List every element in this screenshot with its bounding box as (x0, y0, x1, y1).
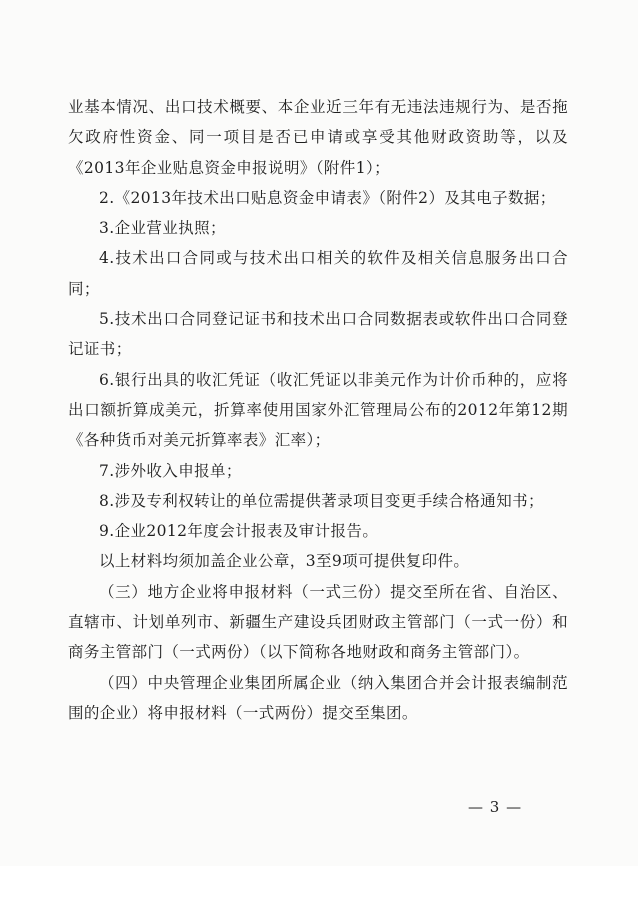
section-3-local-enterprises: （三）地方企业将申报材料（一式三份）提交至所在省、自治区、直辖市、计划单列市、新疆生产建设兵团财政主管部门（一式一份）和商务主管部门（一式两份）（以下简称各地财政和商务主管部门）。 (68, 582, 568, 662)
list-item-7: 7.涉外收入申报单； (99, 461, 242, 480)
materials-note: 以上材料均须加盖企业公章，3至9项可提供复印件。 (99, 552, 470, 571)
section-4-central-enterprises: （四）中央管理企业集团所属企业（纳入集团合并会计报表编制范围的企业）将申报材料（一式两份）提交至集团。 (68, 673, 568, 722)
list-item-5: 5.技术出口合同登记证书和技术出口合同数据表或软件出口合同登记证书； (68, 310, 568, 359)
list-item-6: 6.银行出具的收汇凭证（收汇凭证以非美元作为计价币种的，应将出口额折算成美元，折算率使用国家外汇管理局公布的2012年第12期《各种货币对美元折算率表》汇率）； (68, 370, 568, 450)
paragraph-continuation: 业基本情况、出口技术概要、本企业近三年有无违法违规行为、是否拖欠政府性资金、同一项目是否已申请或享受其他财政资助等，以及《2013年企业贴息资金申报说明》（附件1）； (68, 98, 568, 177)
list-item-2: 2.《2013年技术出口贴息资金申请表》（附件2）及其电子数据； (99, 188, 556, 207)
list-item-3: 3.企业营业执照； (99, 219, 226, 238)
document-body (68, 92, 568, 728)
page-bottom-margin (0, 866, 638, 904)
list-item-8: 8.涉及专利权转让的单位需提供著录项目变更手续合格通知书； (99, 491, 544, 510)
list-item-9: 9.企业2012年度会计报表及审计报告。 (99, 522, 379, 541)
list-item-4: 4.技术出口合同或与技术出口相关的软件及相关信息服务出口合同； (68, 249, 568, 298)
page-number: — 3 — (468, 798, 523, 816)
